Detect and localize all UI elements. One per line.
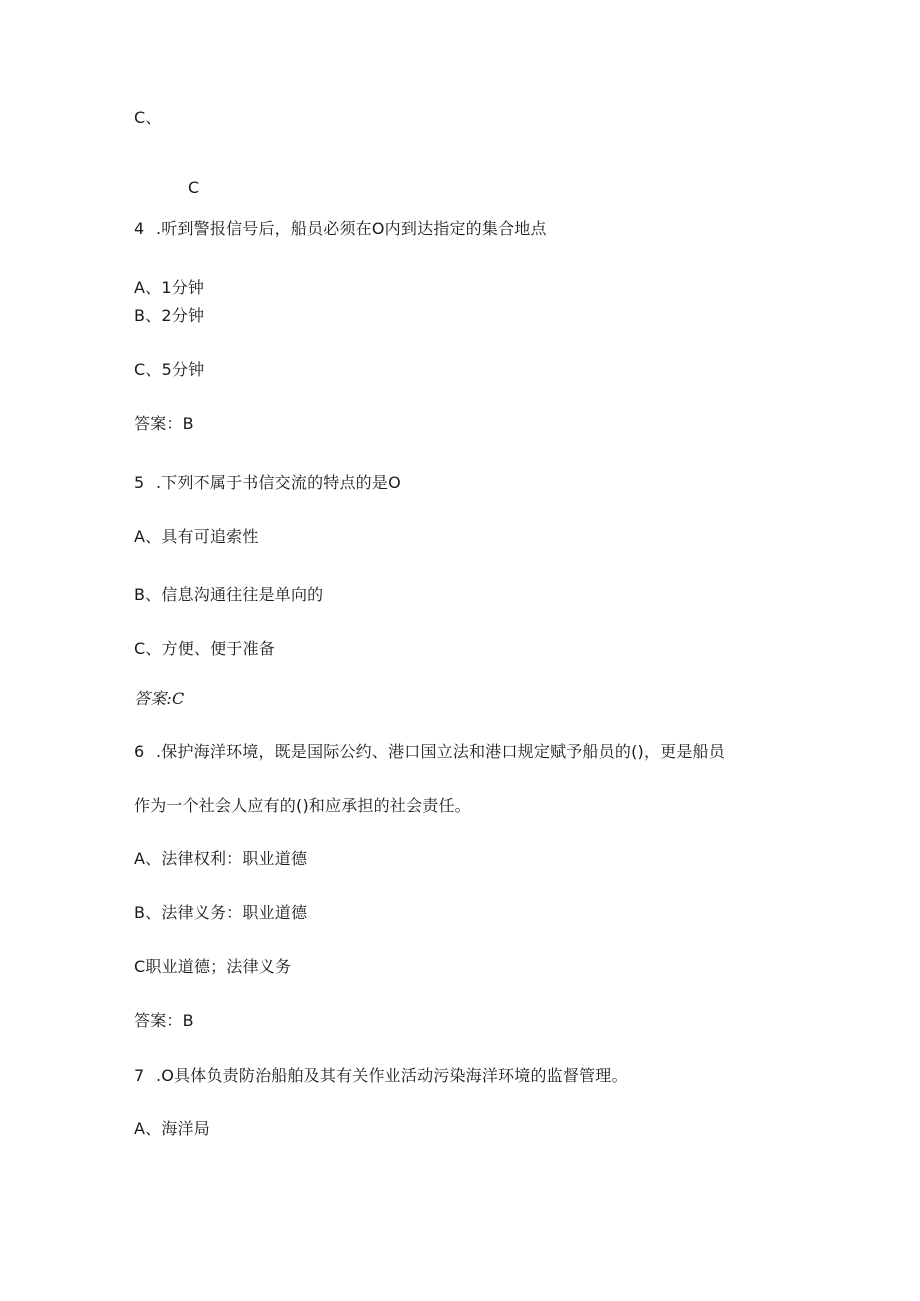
question-5-text: .下列不属于书信交流的特点的是O <box>156 473 401 492</box>
prev-option-c: C、 <box>134 108 162 127</box>
question-6-answer: 答案：B <box>134 1011 194 1030</box>
question-5-option-c: C、方便、便于准备 <box>134 639 275 658</box>
question-7-option-a: A、海洋局 <box>134 1119 210 1138</box>
question-5 <box>134 473 401 493</box>
question-7-text: .O具体负责防治船舶及其有关作业活动污染海洋环境的监督管理。 <box>156 1066 628 1085</box>
question-5-answer: 答案:C <box>134 689 185 708</box>
question-5-option-a: A、具有可追索性 <box>134 527 259 546</box>
question-5-option-b: B、信息沟通往往是单向的 <box>134 585 324 604</box>
question-6 <box>134 742 725 762</box>
question-6-option-a: A、法律权利：职业道德 <box>134 849 308 868</box>
question-7 <box>134 1066 628 1086</box>
question-4-option-a: A、1分钟 <box>134 278 205 297</box>
question-4-number: 4 <box>134 219 145 238</box>
prev-answer: C <box>188 178 200 197</box>
question-6-option-b: B、法律义务：职业道德 <box>134 903 308 922</box>
question-4-text: .听到警报信号后，船员必须在O内到达指定的集合地点 <box>156 219 547 238</box>
question-5-number: 5 <box>134 473 145 492</box>
question-6-text-line2: 作为一个社会人应有的()和应承担的社会责任。 <box>134 796 471 815</box>
question-4-option-b: B、2分钟 <box>134 306 205 325</box>
question-4-option-c: C、5分钟 <box>134 360 205 379</box>
question-4-answer: 答案：B <box>134 414 194 433</box>
question-6-number: 6 <box>134 742 145 761</box>
question-7-number: 7 <box>134 1066 145 1085</box>
question-4 <box>134 219 547 239</box>
question-6-text-line1: .保护海洋环境，既是国际公约、港口国立法和港口规定赋予船员的()，更是船员 <box>156 742 725 761</box>
question-6-option-c: C职业道德；法律义务 <box>134 957 292 976</box>
